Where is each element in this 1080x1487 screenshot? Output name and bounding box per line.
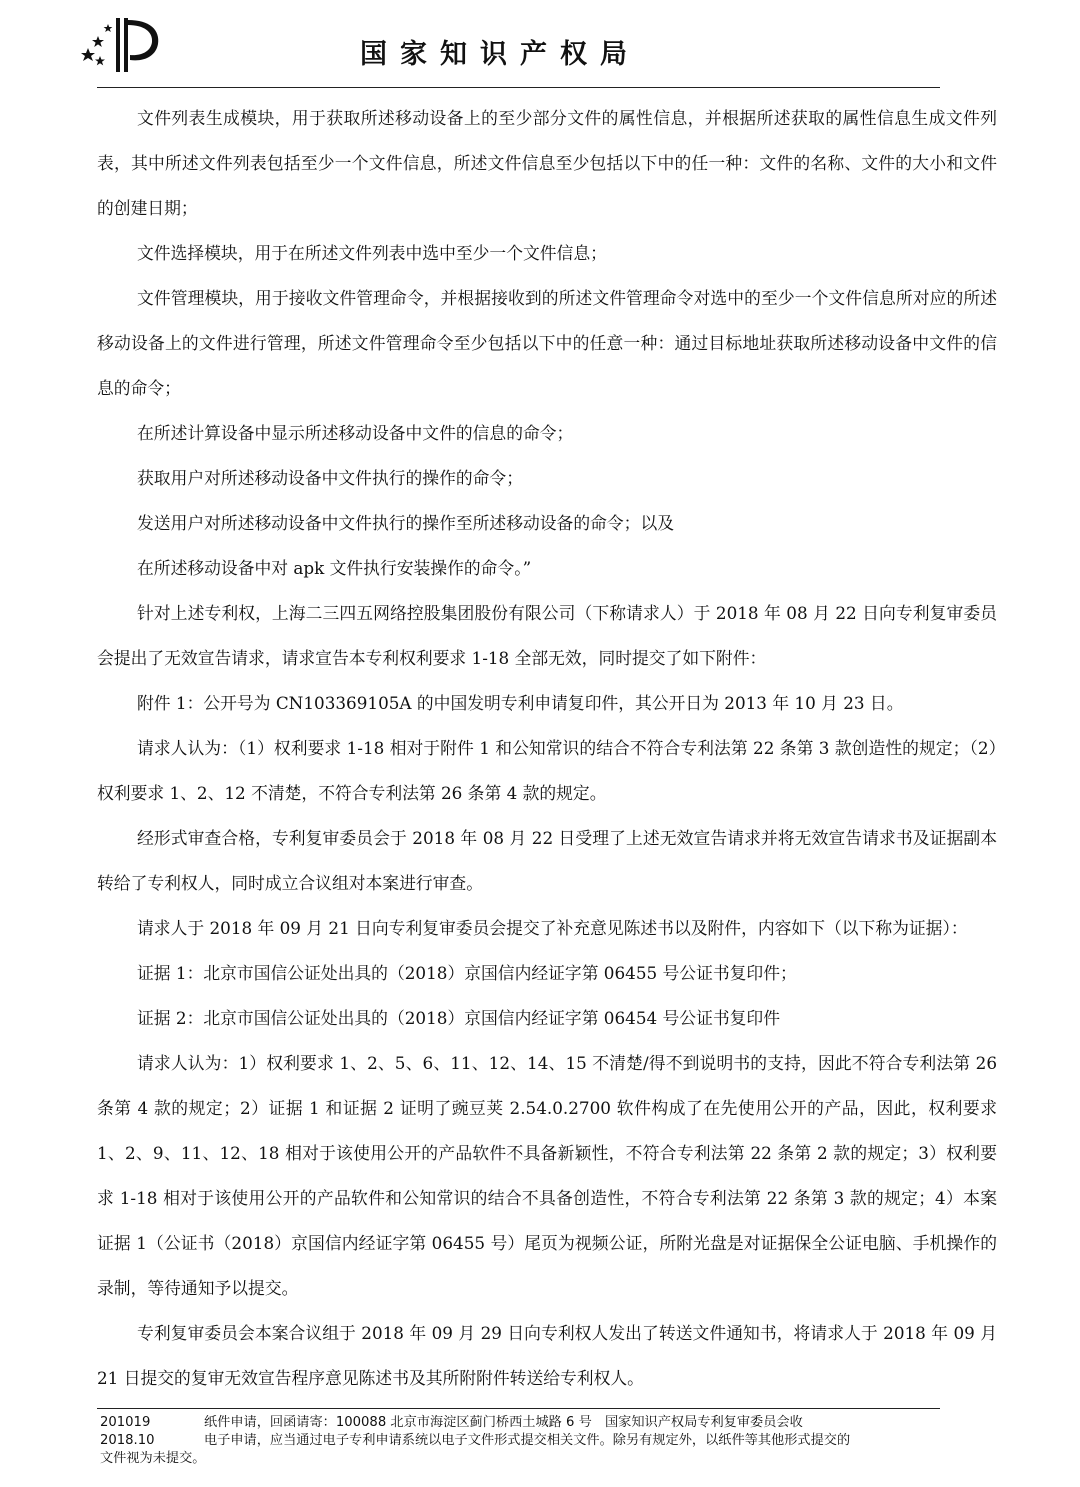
footer-electronic-notice: 电子申请，应当通过电子专利申请系统以电子文件形式提交相关文件。除另有规定外，以纸件等其他形式提交的 — [204, 1433, 851, 1448]
paragraph: 请求人认为：1）权利要求 1、2、5、6、11、12、14、15 不清楚/得不到说明书的支持，因此不符合专利法第 26 条第 4 款的规定；2）证据 1 和证据 2 证明了豌豆荚 2.54.0.2700 软件构成了在先使用公开的产品，因此，权利要求 1、2、9、11、12、18 相对于该使用公开的产品软件不具备新颖性，不符合专利法第 22 条第 2 款的规定；3）权利要求 1-18 相对于该使用公开的产品软件和公知常识的结合不具备创造性，不符合专利法第 22 条第 3 款的规定；4）本案证据 1（公证书（2018）京国信内经证字第 06455 号）尾页为视频公证，所附光盘是对证据保全公证电脑、手机操作的录制，等待通知予以提交。 — [97, 1053, 997, 1298]
footer-mail-address: 纸件申请，回函请寄：100088 北京市海淀区蓟门桥西土城路 6 号 国家知识产权局专利复审委员会收 — [204, 1415, 803, 1430]
footer — [100, 1414, 940, 1468]
paragraph: 获取用户对所述移动设备中文件执行的操作的命令； — [137, 468, 523, 488]
form-version: 2018.10 — [100, 1433, 155, 1448]
paragraph: 在所述计算设备中显示所述移动设备中文件的信息的命令； — [137, 423, 574, 443]
header-divider — [97, 87, 940, 88]
paragraph: 证据 1：北京市国信公证处出具的（2018）京国信内经证字第 06455 号公证书复印件； — [137, 963, 797, 983]
paragraph: 请求人于 2018 年 09 月 21 日向专利复审委员会提交了补充意见陈述书以及附件，内容如下（以下称为证据）： — [137, 918, 968, 938]
paragraph: 附件 1：公开号为 CN103369105A 的中国发明专利申请复印件，其公开日为 2013 年 10 月 23 日。 — [137, 693, 904, 713]
footer-row — [100, 1432, 940, 1450]
paragraph: 证据 2：北京市国信公证处出具的（2018）京国信内经证字第 06454 号公证书复印件 — [137, 1008, 780, 1028]
footer-row — [100, 1414, 940, 1432]
paragraph: 在所述移动设备中对 apk 文件执行安装操作的命令。” — [137, 558, 532, 578]
paragraph: 经形式审查合格，专利复审委员会于 2018 年 08 月 22 日受理了上述无效宣告请求并将无效宣告请求书及证据副本转给了专利权人，同时成立合议组对本案进行审查。 — [97, 828, 997, 893]
cnipa-logo-icon — [80, 14, 162, 76]
document-body — [97, 96, 997, 1401]
paragraph: 专利复审委员会本案合议组于 2018 年 09 月 29 日向专利权人发出了转送文件通知书，将请求人于 2018 年 09 月 21 日提交的复审无效宣告程序意见陈述书及其所附附件转送给专利权人。 — [97, 1323, 997, 1388]
form-code: 201019 — [100, 1415, 151, 1430]
footer-electronic-notice-cont: 文件视为未提交。 — [100, 1451, 206, 1466]
paragraph: 文件列表生成模块，用于获取所述移动设备上的至少部分文件的属性信息，并根据所述获取的属性信息生成文件列表，其中所述文件列表包括至少一个文件信息，所述文件信息至少包括以下中的任一种：文件的名称、文件的大小和文件的创建日期； — [97, 108, 997, 218]
paragraph: 请求人认为：（1）权利要求 1-18 相对于附件 1 和公知常识的结合不符合专利法第 22 条第 3 款创造性的规定；（2）权利要求 1、2、12 不清楚，不符合专利法第 26 条第 4 款的规定。 — [97, 738, 997, 803]
footer-divider — [97, 1408, 940, 1409]
paragraph: 针对上述专利权，上海二三四五网络控股集团股份有限公司（下称请求人）于 2018 年 08 月 22 日向专利复审委员会提出了无效宣告请求，请求宣告本专利权利要求 1-18 全部无效，同时提交了如下附件： — [97, 603, 997, 668]
paragraph: 发送用户对所述移动设备中文件执行的操作至所述移动设备的命令；以及 — [137, 513, 675, 533]
paragraph: 文件选择模块，用于在所述文件列表中选中至少一个文件信息； — [137, 243, 607, 263]
header-title: 国家知识产权局 — [360, 39, 640, 70]
paragraph: 文件管理模块，用于接收文件管理命令，并根据接收到的所述文件管理命令对选中的至少一个文件信息所对应的所述移动设备上的文件进行管理，所述文件管理命令至少包括以下中的任意一种：通过目标地址获取所述移动设备中文件的信息的命令； — [97, 288, 997, 398]
